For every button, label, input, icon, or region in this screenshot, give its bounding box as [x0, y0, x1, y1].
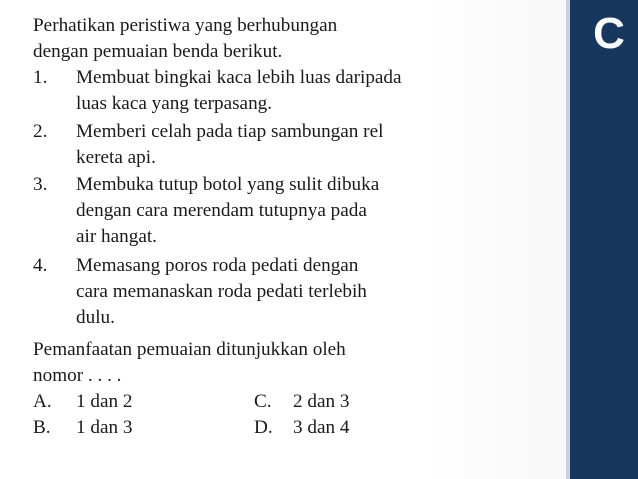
item-4-line-3: dulu.: [76, 307, 115, 328]
item-1-number: 1.: [33, 67, 48, 88]
option-a-text: 1 dan 2: [76, 391, 133, 412]
option-c-letter: C.: [254, 391, 272, 412]
option-b-letter: B.: [33, 417, 51, 438]
item-2-number: 2.: [33, 121, 48, 142]
option-d-letter: D.: [254, 417, 273, 438]
option-c-text: 2 dan 3: [293, 391, 350, 412]
item-2-line-2: kereta api.: [76, 147, 156, 168]
item-1-line-1: Membuat bingkai kaca lebih luas daripada: [76, 67, 402, 88]
item-3-line-3: air hangat.: [76, 226, 157, 247]
intro-line-2: dengan pemuaian benda berikut.: [33, 41, 283, 62]
answer-letter: C: [593, 9, 625, 58]
option-a-letter: A.: [33, 391, 52, 412]
intro-line-1: Perhatikan peristiwa yang berhubungan: [33, 15, 338, 36]
item-2-line-1: Memberi celah pada tiap sambungan rel: [76, 121, 384, 142]
answer-panel: [566, 0, 638, 479]
item-4-line-2: cara memanaskan roda pedati terlebih: [76, 281, 367, 302]
item-4-number: 4.: [33, 255, 48, 276]
option-d-text: 3 dan 4: [293, 417, 350, 438]
option-b-text: 1 dan 3: [76, 417, 133, 438]
prompt-line-1: Pemanfaatan pemuaian ditunjukkan oleh: [33, 339, 346, 360]
item-3-number: 3.: [33, 174, 48, 195]
item-3-line-2: dengan cara merendam tutupnya pada: [76, 200, 367, 221]
item-3-line-1: Membuka tutup botol yang sulit dibuka: [76, 174, 380, 195]
prompt-line-2: nomor . . . .: [33, 365, 122, 386]
item-4-line-1: Memasang poros roda pedati dengan: [76, 255, 359, 276]
item-1-line-2: luas kaca yang terpasang.: [76, 93, 273, 114]
